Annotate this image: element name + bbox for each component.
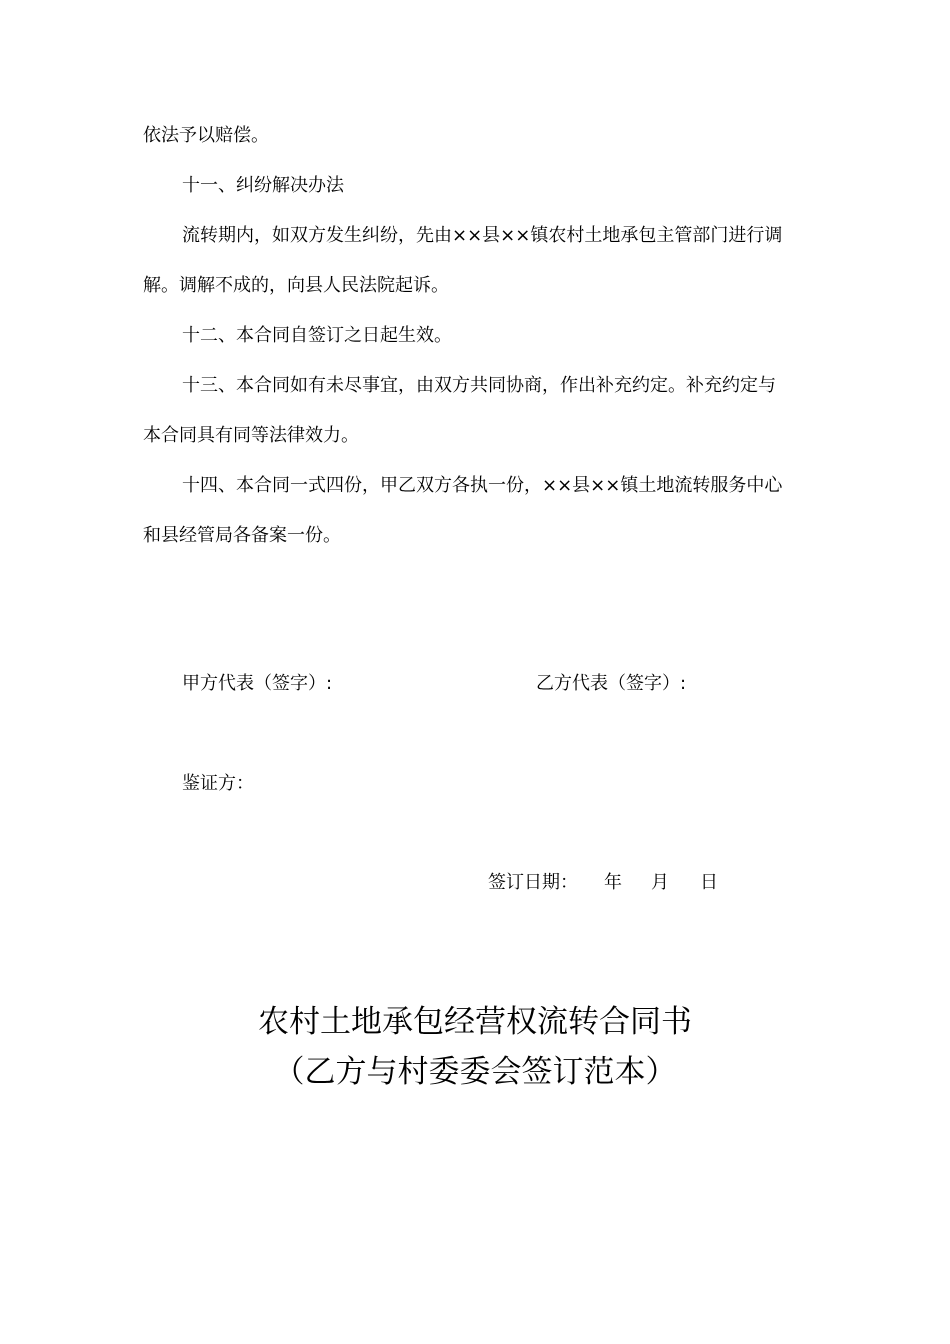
party-a-signature-label: 甲方代表（签字）: — [182, 673, 333, 694]
sign-date-label: 签订日期： — [488, 872, 578, 893]
section-heading: 十三、本合同如有未尽事宜，由双方共同协商，作出补充约定。补充约定与 — [182, 375, 776, 396]
party-b-signature-label: 乙方代表（签字）: — [536, 673, 687, 694]
body-text-line: 流转期内，如双方发生纠纷，先由××县××镇农村土地承包主管部门进行调 — [182, 225, 783, 246]
body-text-line: 解。调解不成的，向县人民法院起诉。 — [143, 275, 449, 296]
section-heading: 十一、纠纷解决办法 — [182, 175, 344, 196]
date-day: 日 — [700, 872, 718, 893]
body-text-line: 本合同具有同等法律效力。 — [143, 425, 359, 446]
witness-label: 鉴证方： — [182, 773, 254, 794]
date-year: 年 — [604, 872, 622, 893]
section-heading: 十二、本合同自签订之日起生效。 — [182, 325, 452, 346]
body-text-line: 和县经管局各备案一份。 — [143, 525, 341, 546]
section-heading: 十四、本合同一式四份，甲乙双方各执一份，××县××镇土地流转服务中心 — [182, 475, 783, 496]
date-month: 月 — [651, 872, 669, 893]
next-document-subtitle: （乙方与村委委会签订范本） — [273, 1054, 677, 1090]
body-text-line: 依法予以赔偿。 — [143, 125, 269, 146]
next-document-title: 农村土地承包经营权流转合同书 — [258, 1004, 692, 1040]
